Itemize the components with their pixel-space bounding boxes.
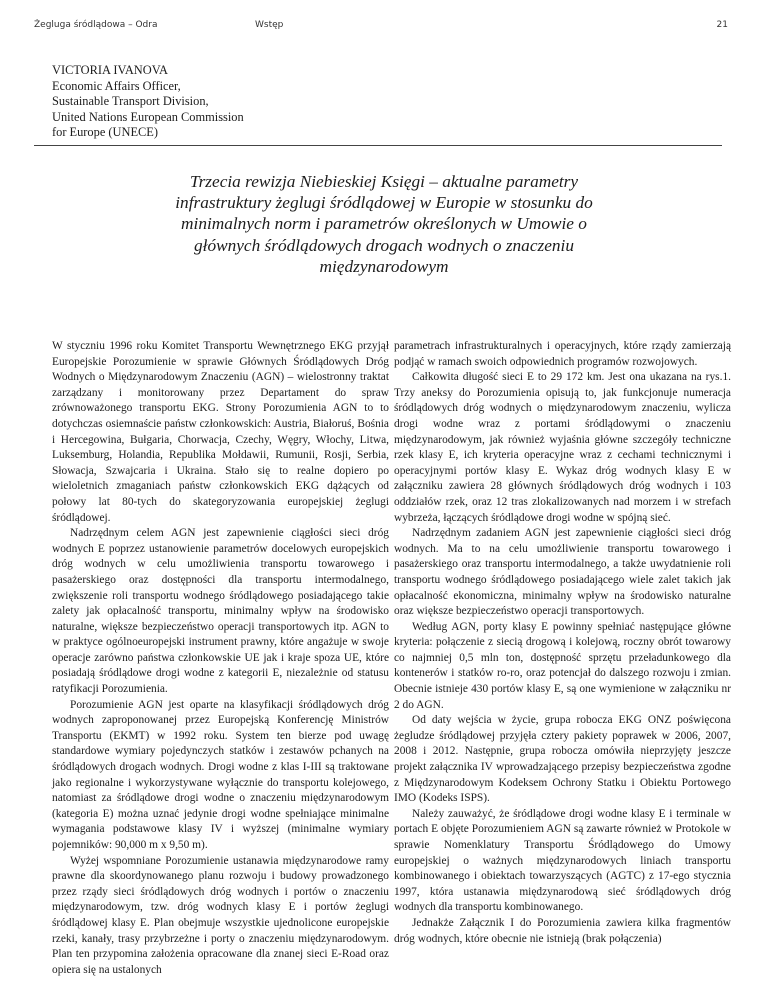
paragraph: Według AGN, porty klasy E powinny spełniać następujące główne kryteria: połączenie z siecią drogową i kolejową, roczny obrót towarowy co najmniej 0,5 mln ton, dostępność sprzętu przeładunkowego dla kontenerów i statków ro-ro, oraz potencjał do dalszego rozwoju i zmian. Obecnie istnieje 430 portów klasy E, są one wymienione w załączniku nr 2 do AGN. — [394, 620, 731, 711]
author-position: Economic Affairs Officer, — [52, 78, 181, 93]
header-divider — [34, 145, 722, 146]
paragraph: Jednakże Załącznik I do Porozumienia zawiera kilka fragmentów dróg wodnych, które obecnie nie istnieją (brak połączenia) — [394, 916, 731, 945]
running-header-journal: Żegluga śródlądowa – Odra — [34, 20, 158, 30]
article-title: Trzecia rewizja Niebieskiej Księgi – aktualne parametry infrastruktury żeglugi śródlądowej w Europie w stosunku do minimalnych norm i parametrów określonych w Umowie o głównych śródlądowych drogach wodnych o znaczeniu międzynarodowym — [175, 172, 593, 276]
paragraph: Należy zauważyć, że śródlądowe drogi wodne klasy E i terminale w portach E objęte Porozumieniem AGN są zawarte również w Protokole w sprawie Nomenklatury Transportu Śródlądowego do Umowy europejskiej o ważnych międzynarodowych liniach transportu kombinowanego i obiektach towarzyszących (AGTC) z 17-ego stycznia 1997, która ustanawia międzynarodową sieć śródlądowych dróg wodnych dla transportu kombinowanego. — [394, 807, 731, 914]
paragraph: Całkowita długość sieci E to 29 172 km. Jest ona ukazana na rys.1. Trzy aneksy do Porozumienia opisują to, jak funkcjonuje numeracja śródlądowych dróg wodnych o międzynarodowym znaczeniu, wylicza drogi wodne wraz z portami śródlądowymi o znaczeniu międzynarodowym, jak również wyjaśnia główne szczegóły techniczne rzek klasy E, ich kryteria operacyjne wraz z cechami technicznymi i operacyjnymi portów klasy E. Wykaz dróg wodnych klasy E w załączniku zawiera 28 głównych śródlądowych dróg wodnych i 103 oddziałów rzek, oraz 12 tras zlokalizowanych nad morzem i w strefach wybrzeża, łączących śródlądowe drogi wodne w spójną sieć. — [394, 371, 731, 524]
paragraph: Porozumienie AGN jest oparte na klasyfikacji śródlądowych dróg wodnych zaproponowanej przez Europejską Konferencję Ministrów Transportu (EKMT) w 1992 roku. System ten bierze pod uwagę standardowe wymiary pojedynczych statków i zestawów pchanych na śródlądowych drogach wodnych. Drogi wodne z klas I-III są traktowane jako regionalne i wykorzystywane wyłącznie do transportu kolejowego, natomiast za śródlądowe drogi wodne o znaczeniu międzynarodowym (kategoria E) można uznać jedynie drogi wodne spełniające minimalne wymagania podstawowe klasy IV i wyższej (minimalne wymiary pojemników: 90,000 m x 9,50 m). — [52, 698, 389, 851]
page-number: 21 — [716, 20, 728, 30]
paragraph: Nadrzędnym celem AGN jest zapewnienie ciągłości sieci dróg wodnych E poprzez ustanowienie parametrów docelowych europejskich dróg wodnych w celu umożliwienia transportu towarowego i pasażerskiego oraz dostępności dla transportu intermodalnego, zwiększenie roli transportu wodnego śródlądowego posiadającego takie zalety jak opłacalność transportu, minimalny wpływ na środowisko naturalne, większe bezpieczeństwo operacji transportowych itp. AGN to w praktyce ogólnoeuropejski instrument prawny, które angażuje w swoje operacje zarówno państwa członkowskie UE jak i kraje spoza UE, które posiadają śródlądowe drogi wodne z kategorii E, niezależnie od statusu ratyfikacji Porozumienia. — [52, 527, 389, 696]
paragraph: W styczniu 1996 roku Komitet Transportu Wewnętrznego EKG przyjął Europejskie Porozumienie w sprawie Głównych Śródlądowych Dróg Wodnych o Międzynarodowym Znaczeniu (AGN) – wielostronny traktat zarządzany i monitorowany przez Departament do spraw zrównoważonego transportu EKG. Strony Porozumienia AGN to to dotychczas osiemnaście państw członkowskich: Austria, Białoruś, Bośnia i Hercegowina, Bułgaria, Chorwacja, Czechy, Węgry, Włochy, Litwa, Luksemburg, Holandia, Republika Mołdawii, Rumunii, Rosji, Serbia, Słowacja, Szwajcaria i Ukraina. Stało się to realne dopiero po wieloletnich zmaganiach państw członkowskich EKG dążących od połowy lat 80-tych do skategoryzowania europejskiej żeglugi śródlądowej. — [52, 340, 389, 524]
paragraph: parametrach infrastrukturalnych i operacyjnych, które rządy zamierzają podjąć w ramach swoich odpowiednich programów rozwojowych. — [394, 340, 731, 368]
author-name: VICTORIA IVANOVA — [52, 63, 169, 77]
paragraph: Nadrzędnym zadaniem AGN jest zapewnienie ciągłości sieci dróg wodnych. Ma to na celu umożliwienie transportu towarowego i pasażerskiego oraz transportu intermodalnego, a także uwydatnienie roli transportu wodnego śródlądowego posiadającego wiele zalet takich jak opłacalność ekonomiczna, minimalny wpływ na środowisko naturalne oraz większe bezpieczeństwo operacji transportowych. — [394, 527, 731, 618]
author-organization: United Nations European Commission — [52, 109, 244, 124]
author-block — [52, 63, 244, 141]
body-column-left — [52, 339, 389, 978]
author-organization-suffix: for Europe (UNECE) — [52, 125, 158, 140]
author-division: Sustainable Transport Division, — [52, 94, 209, 109]
paragraph: Wyżej wspomniane Porozumienie ustanawia międzynarodowe ramy prawne dla skoordynowanego planu rozwoju i budowy prowadzonego przez rządy sieci śródlądowych dróg wodnych i portów o znaczeniu międzynarodowym, tzw. dróg wodnych klasy E i portów żeglugi śródlądowej klasy E. Plan obejmuje wszystkie ujednolicone europejskie rzeki, kanały, trasy przybrzeżne i porty o znaczeniu międzynarodowym. Plan ten przypomina założenia opracowane dla znanej sieci E-Road oraz opiera się na ustalonych — [52, 854, 389, 976]
running-header-section: Wstęp — [255, 20, 284, 30]
body-column-right — [394, 339, 731, 947]
paragraph: Od daty wejścia w życie, grupa robocza EKG ONZ poświęcona żegludze śródlądowej przyjęła cztery pakiety poprawek w 2006, 2007, 2008 i 2012. Następnie, grupa robocza omówiła nieprzyjęty jeszcze projekt załącznika IV wprowadzającego przepisy bezpieczeństwa zgodne z Międzynarodowym Kodeksem Ochrony Statku i Obiektu Portowego IMO (Kodeks ISPS). — [394, 714, 731, 805]
